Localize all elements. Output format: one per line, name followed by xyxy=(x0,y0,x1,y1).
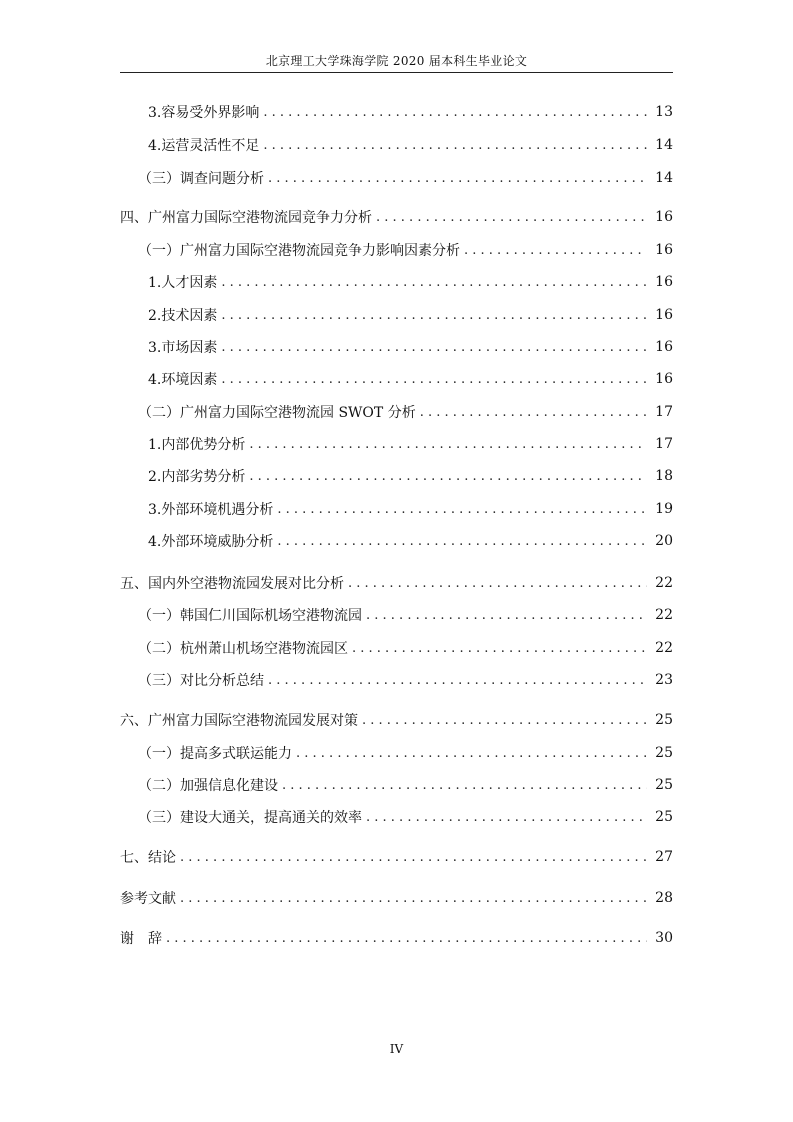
toc-leader-dots xyxy=(282,778,647,793)
toc-leader-dots xyxy=(376,210,647,225)
toc-leader-dots xyxy=(180,850,647,865)
page-number: IV xyxy=(389,1042,404,1056)
toc-leader-dots xyxy=(420,405,647,420)
toc-entry[interactable] xyxy=(120,846,673,868)
toc-leader-dots xyxy=(263,138,647,153)
toc-entry-page: 25 xyxy=(655,745,673,761)
toc-entry-page: 16 xyxy=(655,339,673,355)
toc-entry-label: 参考文献 xyxy=(120,891,176,907)
toc-entry-label: 3.外部环境机遇分析 xyxy=(148,502,274,518)
toc-entry-label: 4.运营灵活性不足 xyxy=(148,138,260,154)
toc-leader-dots xyxy=(362,713,647,728)
toc-entry[interactable] xyxy=(120,669,673,691)
toc-entry-label: 3.容易受外界影响 xyxy=(148,105,260,121)
toc-entry[interactable] xyxy=(120,336,673,358)
toc-leader-dots xyxy=(221,372,647,387)
toc-leader-dots xyxy=(249,469,647,484)
toc-entry[interactable] xyxy=(120,742,673,764)
toc-entry-label: （三）建设大通关，提高通关的效率 xyxy=(138,810,362,826)
toc-entry[interactable] xyxy=(120,604,673,626)
toc-entry[interactable] xyxy=(120,433,673,455)
toc-entry-label: 3.市场因素 xyxy=(148,340,218,356)
toc-entry-label: （三）调查问题分析 xyxy=(138,171,264,187)
toc-entry[interactable] xyxy=(120,498,673,520)
toc-entry-page: 22 xyxy=(655,575,673,591)
toc-leader-dots xyxy=(268,171,647,186)
toc-entry-page: 22 xyxy=(655,607,673,623)
toc-entry-page: 16 xyxy=(655,371,673,387)
toc-entry-label: 六、广州富力国际空港物流园发展对策 xyxy=(120,713,358,729)
toc-entry[interactable] xyxy=(120,806,673,828)
toc-entry[interactable] xyxy=(120,709,673,731)
toc-entry[interactable] xyxy=(120,101,673,123)
toc-entry-label: （三）对比分析总结 xyxy=(138,673,264,689)
toc-entry[interactable] xyxy=(120,774,673,796)
toc-entry[interactable] xyxy=(120,401,673,423)
toc-entry-page: 17 xyxy=(655,436,673,452)
toc-leader-dots xyxy=(296,746,647,761)
toc-entry-page: 25 xyxy=(655,712,673,728)
toc-leader-dots xyxy=(221,308,647,323)
toc-entry-label: 1.内部优势分析 xyxy=(148,437,246,453)
toc-entry-page: 13 xyxy=(655,104,673,120)
toc-entry-page: 19 xyxy=(655,501,673,517)
toc-entry-label: （二）广州富力国际空港物流园 SWOT 分析 xyxy=(138,405,416,421)
toc-entry-page: 22 xyxy=(655,640,673,656)
toc-entry-label: （二）杭州萧山机场空港物流园区 xyxy=(138,641,348,657)
toc-entry[interactable] xyxy=(120,239,673,261)
toc-entry[interactable] xyxy=(120,206,673,228)
toc-entry-label: （一）韩国仁川国际机场空港物流园 xyxy=(138,608,362,624)
toc-entry-page: 16 xyxy=(655,307,673,323)
toc-entry-page: 14 xyxy=(655,170,673,186)
toc-entry[interactable] xyxy=(120,530,673,552)
toc-entry-page: 16 xyxy=(655,209,673,225)
toc-entry-label: 五、国内外空港物流园发展对比分析 xyxy=(120,576,344,592)
toc-leader-dots xyxy=(263,105,647,120)
toc-leader-dots xyxy=(352,641,647,656)
toc-entry[interactable] xyxy=(120,887,673,909)
toc-entry-page: 28 xyxy=(655,890,673,906)
page-header: 北京理工大学珠海学院 2020 届本科生毕业论文 xyxy=(265,54,528,68)
toc-entry[interactable] xyxy=(120,368,673,390)
toc-entry[interactable] xyxy=(120,465,673,487)
toc-entry-label: 4.外部环境威胁分析 xyxy=(148,534,274,550)
toc-entry-page: 17 xyxy=(655,404,673,420)
toc-leader-dots xyxy=(221,275,647,290)
toc-entry[interactable] xyxy=(120,637,673,659)
toc-entry-label: 2.技术因素 xyxy=(148,308,218,324)
toc-entry-label: （一）提高多式联运能力 xyxy=(138,746,292,762)
toc-leader-dots xyxy=(249,437,647,452)
toc-leader-dots xyxy=(277,502,647,517)
toc-entry[interactable] xyxy=(120,572,673,594)
toc-entry-label: 谢 辞 xyxy=(120,931,162,947)
toc-entry-page: 27 xyxy=(655,849,673,865)
toc-entry[interactable] xyxy=(120,167,673,189)
toc-leader-dots xyxy=(268,673,647,688)
toc-leader-dots xyxy=(277,534,647,549)
toc-entry-page: 14 xyxy=(655,137,673,153)
toc-leader-dots xyxy=(221,340,647,355)
toc-leader-dots xyxy=(464,243,647,258)
toc-entry-label: 4.环境因素 xyxy=(148,372,218,388)
toc-leader-dots xyxy=(366,608,647,623)
toc-entry-page: 20 xyxy=(655,533,673,549)
toc-entry-label: 1.人才因素 xyxy=(148,275,218,291)
toc-entry-label: （一）广州富力国际空港物流园竞争力影响因素分析 xyxy=(138,243,460,259)
toc-entry-page: 16 xyxy=(655,242,673,258)
toc-entry-label: 七、结论 xyxy=(120,850,176,866)
toc-entry-page: 25 xyxy=(655,777,673,793)
toc-leader-dots xyxy=(348,576,647,591)
toc-entry-page: 16 xyxy=(655,274,673,290)
toc-entry[interactable] xyxy=(120,271,673,293)
toc-leader-dots xyxy=(180,891,647,906)
toc-entry-page: 18 xyxy=(655,468,673,484)
toc-entry-label: （二）加强信息化建设 xyxy=(138,778,278,794)
toc-leader-dots xyxy=(166,931,647,946)
toc-entry-label: 四、广州富力国际空港物流园竞争力分析 xyxy=(120,210,372,226)
toc-entry-page: 23 xyxy=(655,672,673,688)
toc-entry[interactable] xyxy=(120,927,673,949)
toc-leader-dots xyxy=(366,810,647,825)
toc-entry-page: 25 xyxy=(655,809,673,825)
toc-entry[interactable] xyxy=(120,134,673,156)
toc-entry-label: 2.内部劣势分析 xyxy=(148,469,246,485)
toc-entry[interactable] xyxy=(120,304,673,326)
toc-entry-page: 30 xyxy=(655,930,673,946)
